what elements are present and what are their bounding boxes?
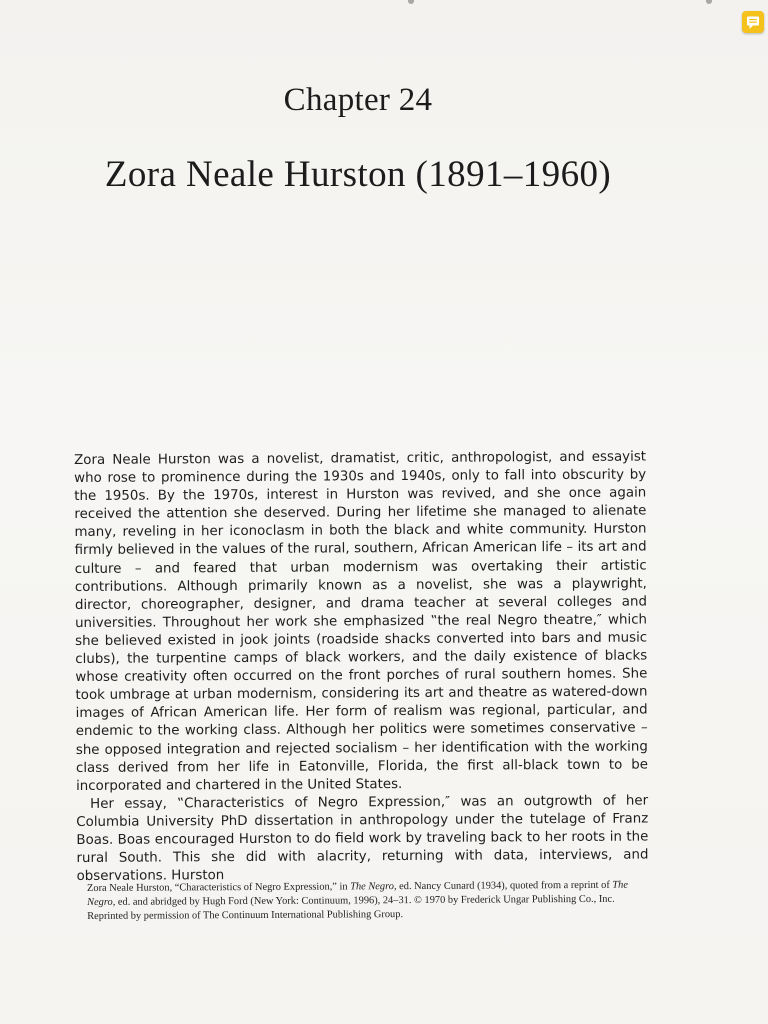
footnote-italic-title: The Negro (87, 879, 629, 909)
comment-icon (742, 11, 764, 33)
footnote-text: Zora Neale Hurston, “Characteristics of Negro Expression,” in (87, 881, 351, 894)
body-paragraph: Zora Neale Hurston was a novelist, dramatist, critic, anthropologist, and essayist who rose to prominence during the 1930s and 1940s, only to fall into obscurity by the 1950s. By the 1970s, interest in Hurston was revived, and she once again received the attention she deserved. During her lifetime she managed to alienate many, reveling in her iconoclasm in both the black and white community. Hurston firmly believed in the values of the rural, southern, African American life – its art and culture – and feared that urban modernism was overtaking their artistic contributions. Although primarily known as a novelist, she was a playwright, director, choreographer, designer, and drama teacher at several colleges and universities. Throughout her work she emphasized ‟the real Negro theatre,″ which she believed existed in jook joints (roadside shacks converted into bars and music clubs), the turpentine camps of black workers, and the daily existence of blacks whose creativity often occurred on the front porches of rural southern homes. She took umbrage at urban modernism, considering its art and theatre as watered-down images of African American life. Her form of realism was regional, particular, and endemic to the working class. Although her politics were sometimes conservative – she opposed integration and rejected socialism – her identification with the working class derived from her life in Eatonville, Florida, the first all-black town to be incorporated and chartered in the United States. (74, 449, 648, 794)
footnote-text: , ed. and abridged by Hugh Ford (New York: Continuum, 1996), 24–31. © 1970 by Frederick Ungar Publishing Co., Inc. Reprinted by permission of The Continuum International Publishing Group. (87, 893, 615, 923)
body-text (74, 449, 649, 887)
footnote-text: , ed. Nancy Cunard (1934), quoted from a reprint of (393, 879, 613, 893)
chapter-title: Zora Neale Hurston (1891–1960) (104, 154, 612, 195)
comment-button[interactable] (742, 11, 764, 33)
body-paragraph: Her essay, ‟Characteristics of Negro Expression,″ was an outgrowth of her Columbia University PhD dissertation in anthropology under the tutelage of Franz Boas. Boas encouraged Hurston to do field work by traveling back to her roots in the rural South. This she did with alacrity, returning with data, interviews, and observations. Hurston (76, 793, 649, 885)
scan-edge-mark (706, 0, 712, 4)
footnote-italic-title: The Negro (350, 881, 394, 893)
footnote (87, 879, 635, 925)
scan-edge-mark (408, 0, 414, 4)
chapter-number: Chapter 24 (283, 82, 433, 118)
